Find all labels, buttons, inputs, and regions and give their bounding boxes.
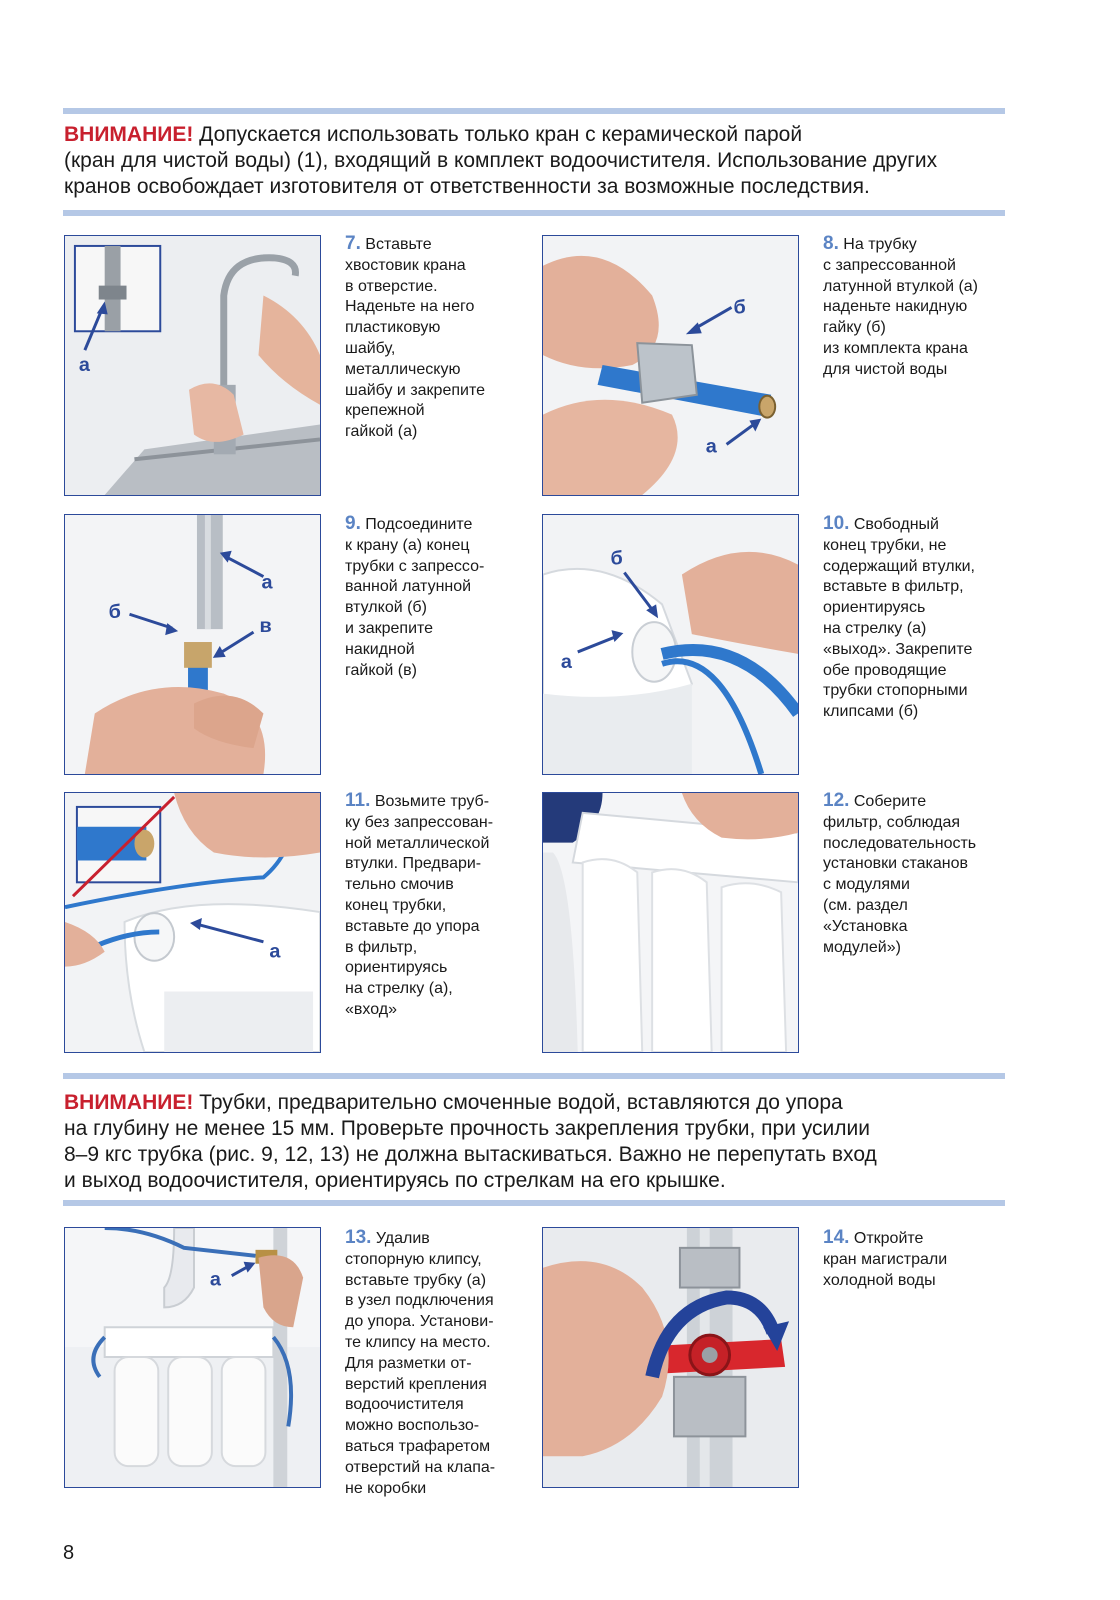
photo-step-8 (542, 235, 799, 496)
label-b: б (108, 601, 121, 624)
warning-top: ВНИМАНИЕ! Допускается использовать только кран с керамической парой (кран для чистой воды) (1), входящий в комплект водоочистителя. Использование других кранов освобождает изготовителя от ответственности за возможные последствия. (64, 123, 938, 198)
step-12-text: 12. Соберите фильтр, соблюдая последовательность установки стаканов с модулями (см. раздел «Установка модулей») (823, 790, 977, 956)
label-v: в (259, 615, 272, 638)
label-a: а (269, 940, 281, 963)
step-10-text: 10. Свободный конец трубки, не содержащий втулки, вставьте в фильтр, ориентируясь на стрелку (а) «выход». Закрепите обе проводящие трубки стопорными клипсами (б) (823, 513, 975, 721)
label-a: а (78, 353, 90, 376)
label-a: а (261, 571, 273, 594)
label-a: а (705, 435, 717, 458)
top-divider-2 (63, 210, 1005, 216)
label-a: а (560, 650, 572, 673)
step-7-text: 7. Вставьте хвостовик крана в отверстие. Наденьте на него пластиковую шайбу, металлическую шайбу и закрепите крепежной гайкой (а) (345, 233, 485, 441)
photo-step-11 (64, 792, 321, 1053)
photo-step-9 (64, 514, 321, 775)
mid-divider (63, 1073, 1005, 1079)
label-a: а (209, 1268, 221, 1291)
photo-step-7 (64, 235, 321, 496)
step-11-text: 11. Возьмите труб- ку без запрессован- ной металлической втулки. Предвари- тельно смочив конец трубки, вставьте до упора в фильтр, ориентируясь на стрелку (а), «вход» (345, 790, 494, 1018)
step-13-text: 13. Удалив стопорную клипсу, вставьте трубку (а) в узел подключения до упора. Установи- те клипсу на место. Для разметки от- верстий крепления водоочистителя можно воспользо- ваться трафаретом отверстий на клапа- не коробки (345, 1227, 496, 1497)
photo-step-13 (64, 1227, 321, 1488)
step-14-text: 14. Откройте кран магистрали холодной воды (823, 1227, 948, 1289)
warning-mid: ВНИМАНИЕ! Трубки, предварительно смоченные водой, вставляются до упора на глубину не менее 15 мм. Проверьте прочность закрепления трубки, при усилии 8–9 кгс трубка (рис. 9, 12, 13) не должна вытаскиваться. Важно не перепутать вход и выход водоочистителя, ориентируясь по стрелкам на его крышке. (64, 1091, 877, 1192)
page-number: 8 (63, 1542, 75, 1564)
mid-divider-2 (63, 1200, 1005, 1206)
step-8-text: 8. На трубку с запрессованной латунной втулкой (а) наденьте накидную гайку (б) из комплекта крана для чистой воды (823, 233, 978, 378)
warning-label: ВНИМАНИЕ! (64, 1091, 194, 1114)
warning-label: ВНИМАНИЕ! (64, 123, 194, 146)
top-divider (63, 108, 1005, 114)
photo-step-12 (542, 792, 799, 1053)
label-b: б (733, 296, 746, 319)
step-9-text: 9. Подсоедините к крану (а) конец трубки с запрессо- ванной латунной втулкой (б) и закрепите накидной гайкой (в) (345, 513, 485, 679)
label-b: б (610, 547, 623, 570)
photo-step-14 (542, 1227, 799, 1488)
photo-step-10 (542, 514, 799, 775)
